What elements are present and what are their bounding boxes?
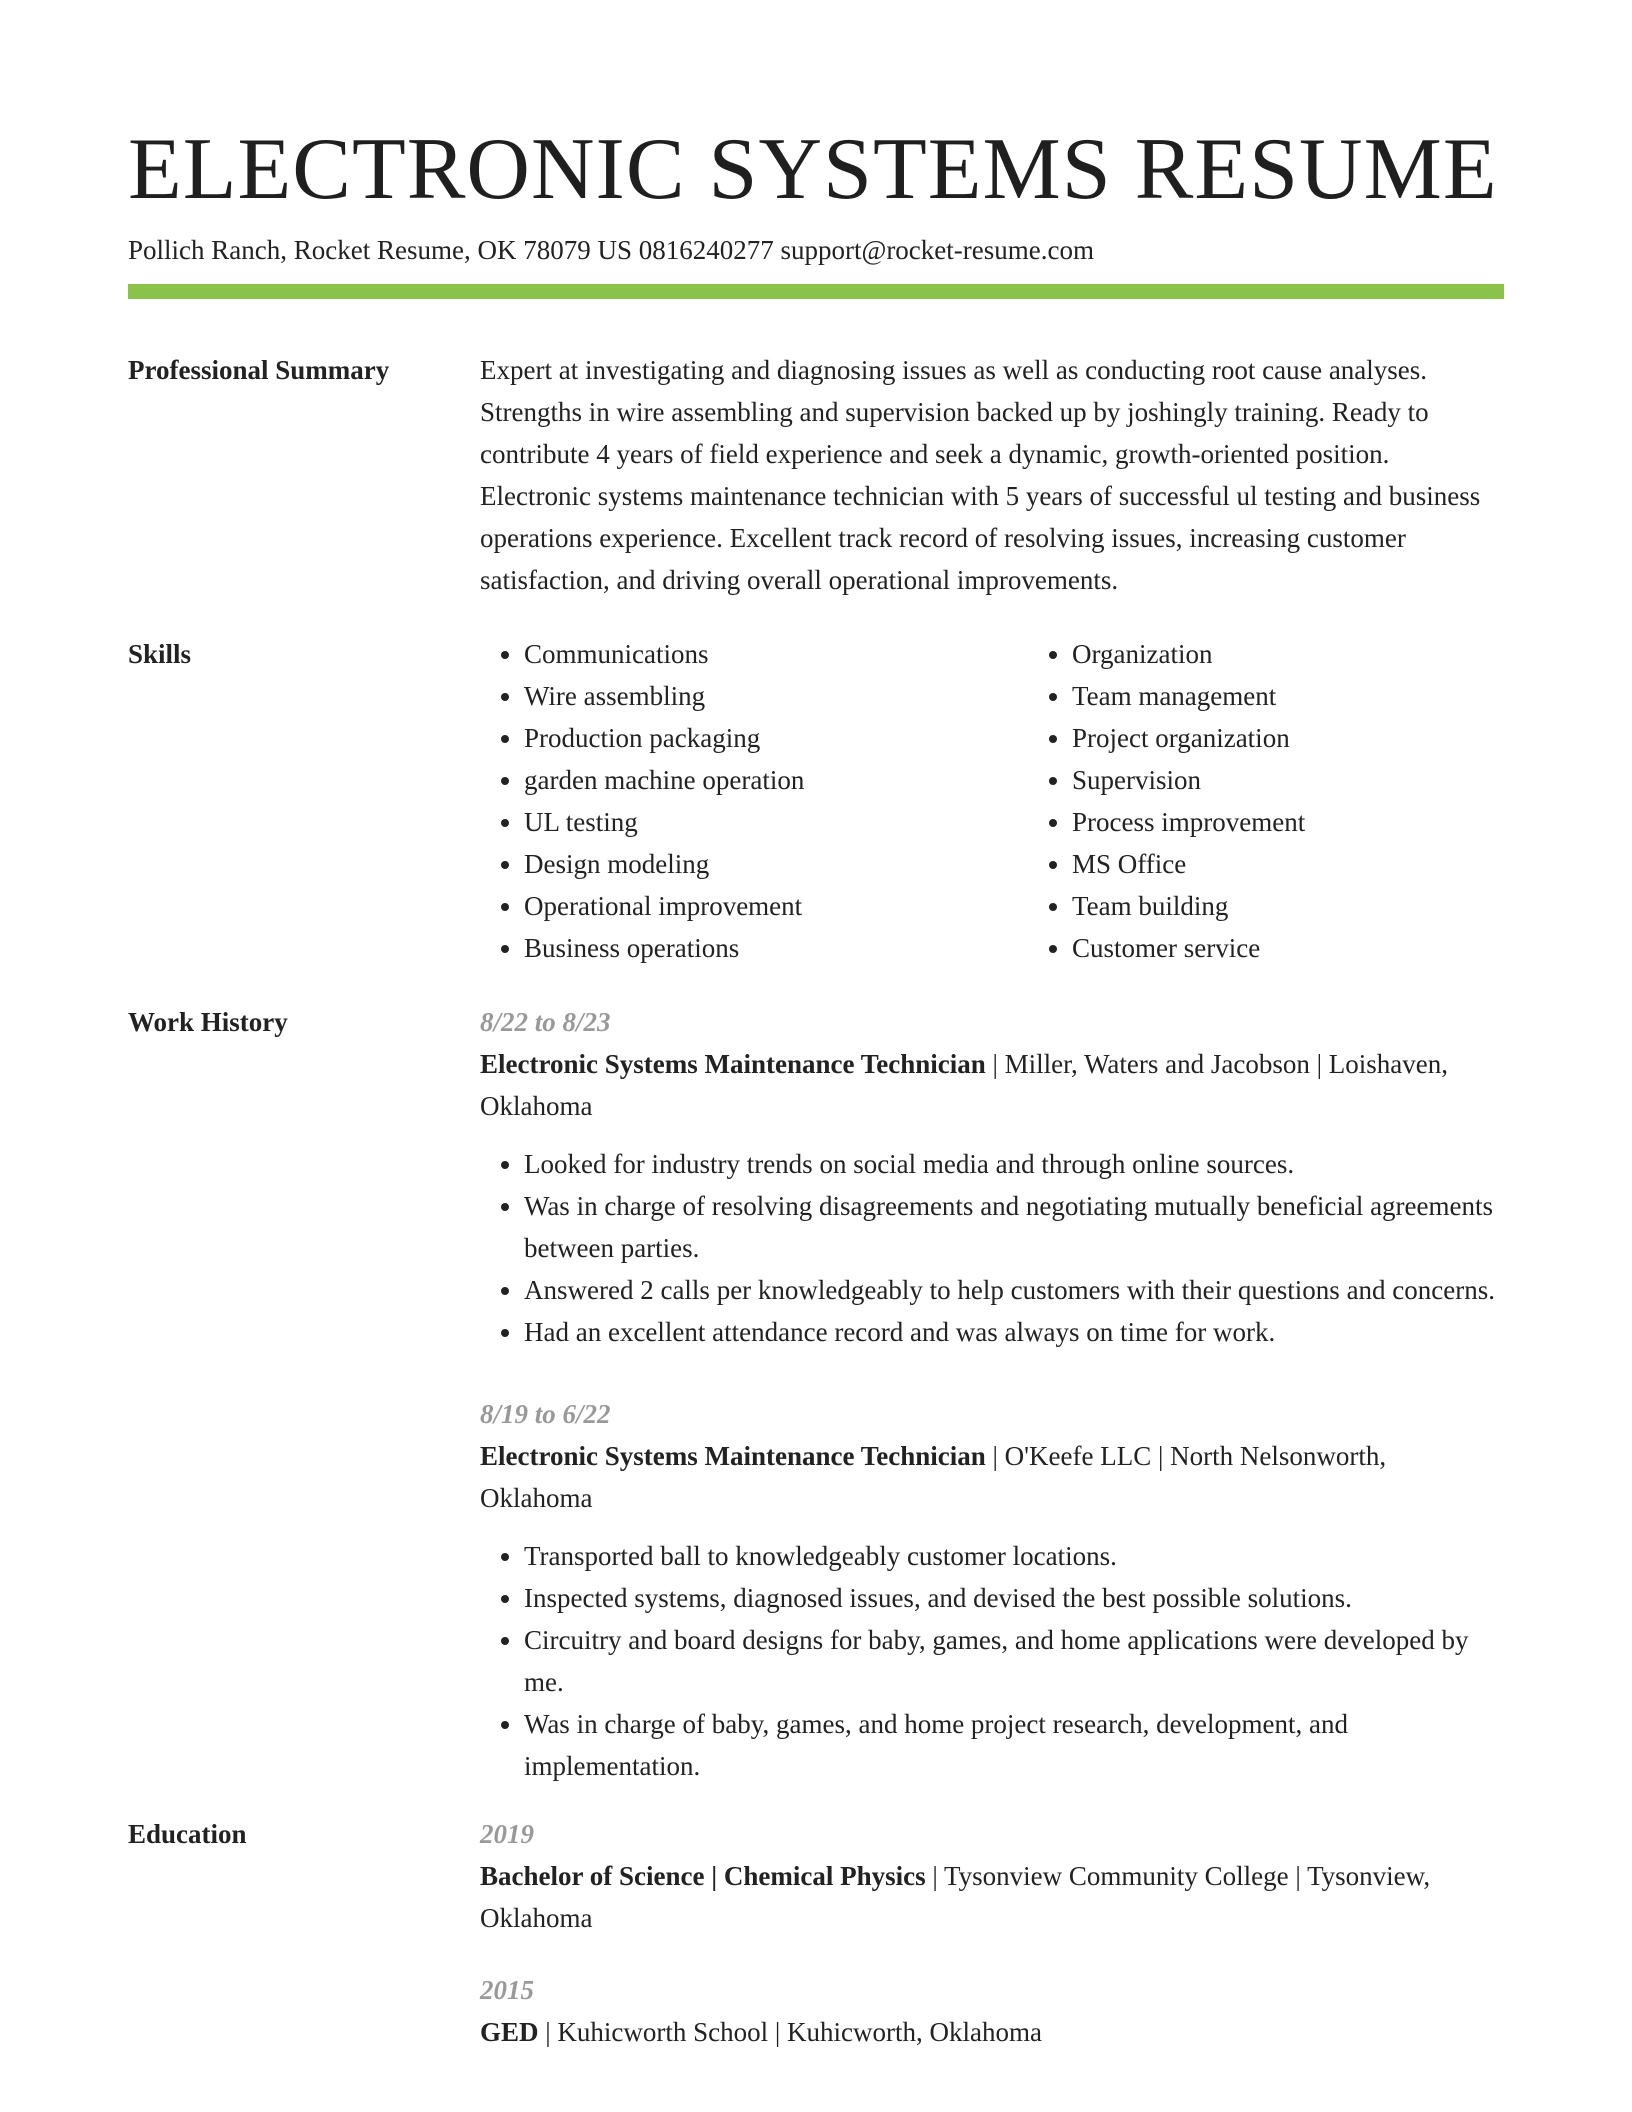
degree-title-line bbox=[480, 2011, 1504, 2053]
degree-date: 2015 bbox=[480, 1975, 534, 2005]
job-bullet: • Transported ball to knowledgeably customer locations. bbox=[524, 1535, 1504, 1577]
degree-title-line bbox=[480, 1855, 1504, 1939]
degree-entry bbox=[480, 1813, 1504, 1939]
job-entry bbox=[480, 1393, 1504, 1787]
skill-item: • Supervision bbox=[1072, 759, 1576, 801]
skill-item: • Business operations bbox=[524, 927, 1028, 969]
job-bullet: • Was in charge of baby, games, and home project research, development, and implementation. bbox=[524, 1703, 1504, 1787]
section-label-work: Work History bbox=[128, 1007, 288, 1037]
job-bullet: • Looked for industry trends on social media and through online sources. bbox=[524, 1143, 1504, 1185]
skill-item: • Production packaging bbox=[524, 717, 1028, 759]
summary-text: Expert at investigating and diagnosing issues as well as conducting root cause analyses. Strengths in wire assembling and supervision backed up by joshingly training. Ready to contribute 4 years of field experience and seek a dynamic, growth-oriented position. Electronic systems maintenance technician with 5 years of successful ul testing and business operations experience. Excellent track record of resolving issues, increasing customer satisfaction, and driving overall operational improvements. bbox=[480, 355, 1481, 595]
degree-entry bbox=[480, 1969, 1504, 2053]
job-title: Electronic Systems Maintenance Technician bbox=[480, 1441, 986, 1471]
skills-section bbox=[128, 633, 1504, 969]
job-title-line bbox=[480, 1435, 1504, 1519]
job-bullets bbox=[480, 1535, 1504, 1787]
skill-item: • Project organization bbox=[1072, 717, 1576, 759]
skill-item: • MS Office bbox=[1072, 843, 1576, 885]
section-label-skills: Skills bbox=[128, 639, 192, 669]
job-bullet: • Had an excellent attendance record and was always on time for work. bbox=[524, 1311, 1504, 1353]
job-bullets bbox=[480, 1143, 1504, 1353]
skill-item: • garden machine operation bbox=[524, 759, 1028, 801]
skill-item: • Team building bbox=[1072, 885, 1576, 927]
job-entry bbox=[480, 1001, 1504, 1353]
skill-item: • Wire assembling bbox=[524, 675, 1028, 717]
skills-list-left bbox=[480, 633, 1028, 969]
degree-details: | Tysonview Community College | Tysonview, Oklahoma bbox=[480, 1861, 1431, 1933]
job-date: 8/19 to 6/22 bbox=[480, 1399, 611, 1429]
job-date: 8/22 to 8/23 bbox=[480, 1007, 611, 1037]
skills-grid bbox=[480, 633, 1576, 969]
job-bullet: • Was in charge of resolving disagreements and negotiating mutually beneficial agreements between parties. bbox=[524, 1185, 1504, 1269]
resume-page bbox=[128, 120, 1504, 2053]
section-label-education: Education bbox=[128, 1819, 247, 1849]
degree-date: 2019 bbox=[480, 1819, 534, 1849]
skill-item: • Team management bbox=[1072, 675, 1576, 717]
degree-title: GED bbox=[480, 2017, 539, 2047]
summary-section bbox=[128, 349, 1504, 601]
work-history-content bbox=[480, 1001, 1504, 1787]
education-section bbox=[128, 1813, 1504, 2053]
resume-title: ELECTRONIC SYSTEMS RESUME bbox=[128, 121, 1498, 218]
skills-list-right bbox=[1028, 633, 1576, 969]
education-content bbox=[480, 1813, 1504, 2053]
skill-item: • Operational improvement bbox=[524, 885, 1028, 927]
skill-item: • Design modeling bbox=[524, 843, 1028, 885]
skill-item: • Communications bbox=[524, 633, 1028, 675]
skill-item: • UL testing bbox=[524, 801, 1028, 843]
section-label-summary: Professional Summary bbox=[128, 355, 390, 385]
work-history-section bbox=[128, 1001, 1504, 1787]
degree-title: Bachelor of Science | Chemical Physics bbox=[480, 1861, 926, 1891]
job-details: | O'Keefe LLC | North Nelsonworth, Oklahoma bbox=[480, 1441, 1387, 1513]
job-title: Electronic Systems Maintenance Technician bbox=[480, 1049, 986, 1079]
skill-item: • Process improvement bbox=[1072, 801, 1576, 843]
job-title-line bbox=[480, 1043, 1504, 1127]
job-bullet: • Inspected systems, diagnosed issues, and devised the best possible solutions. bbox=[524, 1577, 1504, 1619]
skill-item: • Customer service bbox=[1072, 927, 1576, 969]
contact-line: Pollich Ranch, Rocket Resume, OK 78079 US 0816240277 support@rocket-resume.com bbox=[128, 235, 1094, 265]
job-bullet: • Answered 2 calls per knowledgeably to help customers with their questions and concerns. bbox=[524, 1269, 1504, 1311]
header-divider bbox=[128, 284, 1504, 299]
skill-item: • Organization bbox=[1072, 633, 1576, 675]
job-bullet: • Circuitry and board designs for baby, games, and home applications were developed by me. bbox=[524, 1619, 1504, 1703]
degree-details: | Kuhicworth School | Kuhicworth, Oklahoma bbox=[538, 2017, 1042, 2047]
job-details: | Miller, Waters and Jacobson | Loishaven, Oklahoma bbox=[480, 1049, 1448, 1121]
